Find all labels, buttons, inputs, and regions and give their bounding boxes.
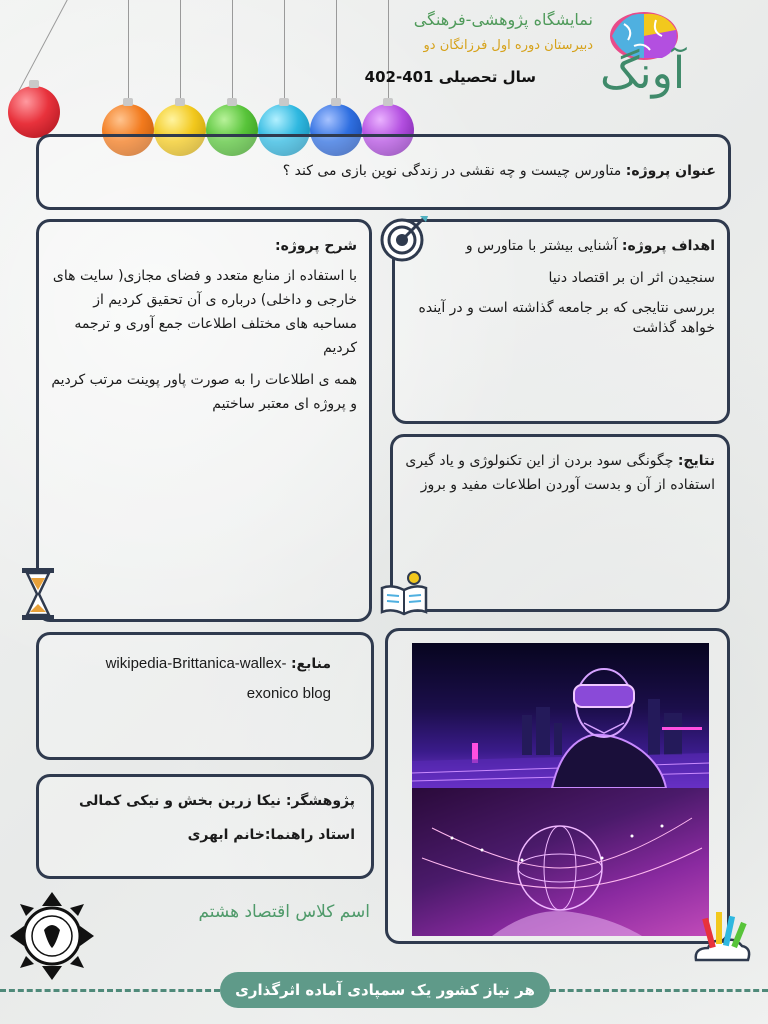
cradle-string [336,0,337,104]
goals-p3: بررسی نتایجی که بر جامعه گذاشته است و در آینده خواهد گذاشت [418,300,715,336]
researcher-value: نیکا زرین بخش و نیکی کمالی [79,793,282,809]
project-title-label: عنوان پروژه: [625,163,716,179]
open-book-icon [378,570,430,616]
footer-divider-right [550,989,768,992]
year-label: سال تحصیلی [438,68,536,86]
sources-label: منابع: [290,656,331,672]
researchers-box [36,774,374,879]
goals-label: اهداف پروژه: [621,238,715,254]
pencils-icon [690,908,752,968]
footer-divider-left [0,989,220,992]
cradle-string [180,0,181,104]
advisor-value: خانم ابهری [187,827,265,843]
sources-box [36,632,374,760]
footer-slogan: هر نیاز کشور یک سمپادی آماده اثرگذاری [220,972,550,1008]
class-name: اسم کلاس اقتصاد هشتم [198,902,370,922]
researcher-label: پژوهشگر: [285,793,355,809]
results-label: نتایج: [677,453,715,469]
description-p1: با استفاده از منابع متعدد و فضای مجازی( سایت های خارجی و داخلی) درباره ی آن تحقیق کردیم از مساحبه های مختلف اطلاعات جمع آوری و ترجمه کردیم [52,268,357,356]
logo-wordmark: آونگ [600,48,686,99]
cradle-string [128,0,129,104]
cradle-string [388,0,389,104]
header-subtitle: دبیرستان دوره اول فرزانگان دو [423,38,593,53]
project-title-box [36,134,731,210]
school-emblem-icon [8,890,96,982]
hourglass-icon [20,566,56,622]
goals-p1: آشنایی بیشتر با متاورس و [465,238,618,254]
cradle-ball-red [8,86,60,138]
vr-figure-image [412,643,709,788]
cradle-string [232,0,233,104]
results-value: چگونگی سود بردن از این تکنولوژی و یاد گیری استفاده از آن و بدست آوردن اطلاعات مفید و بروز [405,453,715,493]
cradle-string [284,0,285,104]
project-title-value: متاورس چیست و چه نقشی در زندگی نوین بازی می کند ؟ [282,163,622,179]
goals-p2: سنجیدن اثر ان بر اقتصاد دنیا [548,270,715,286]
description-p2: همه ی اطلاعات را به صورت پاور پوینت مرتب کردیم و پروژه ای معتبر ساختیم [51,372,357,412]
cradle-string [17,0,73,94]
year-value: 401-402 [364,68,434,86]
header-title: نمایشگاه پژوهشی-فرهنگی [413,10,593,29]
digital-globe-image [412,788,709,936]
description-label: شرح پروژه: [274,238,357,254]
target-icon [380,212,430,262]
results-box [390,434,730,612]
header-school-year [365,68,536,86]
sources-value: wikipedia-Brittanica-wallex-exonico blog [105,655,331,702]
description-box [36,219,372,622]
advisor-label: استاد راهنما: [264,827,355,843]
goals-box [392,219,730,424]
